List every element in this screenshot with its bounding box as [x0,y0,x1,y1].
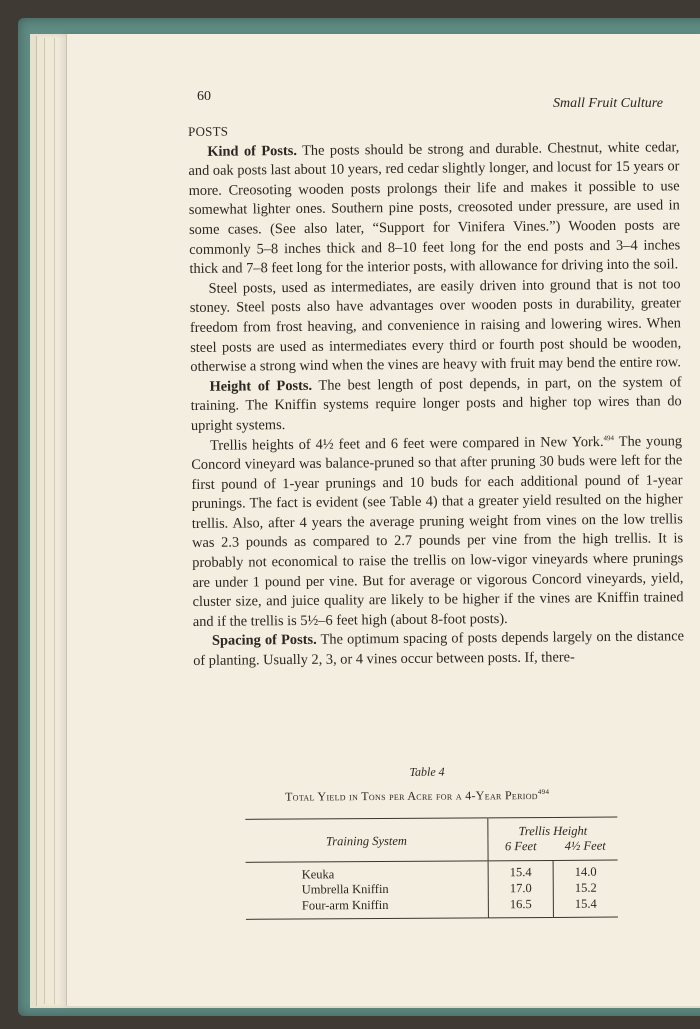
cell-6-feet: 17.0 [488,880,553,896]
paragraph-height-of-posts [190,373,682,436]
run-in-heading: Kind of Posts. [207,142,297,160]
header-4-half-feet: 4½ Feet [564,838,606,853]
run-in-heading: Spacing of Posts. [211,632,317,650]
cell-6-feet: 16.5 [488,896,553,918]
paragraph-kind-of-posts [188,138,680,280]
header-training-system: Training System [245,818,488,862]
cell-system: Umbrella Kniffin [246,880,489,897]
paragraph-spacing-of-posts [193,628,684,672]
paragraph-text: The young Concord vineyard was balance-pruned so that after pruning 30 buds were left for the first pound of 1-year prunings and 10 buds for each additional pound of 1-year prunings. The fact is evident (see Table 4) that a greater yield resulted on the higher trellis. Also, after 4 years the average pruning weight from vines on the low trellis was 2.3 pounds as compared to 2.7 pounds per vine from the high trellis. It is probably not economical to raise the trellis on low-vigor vineyards where prunings are under 1 pound per vine. But for average or vigorous Concord vineyards, yield, cluster size, and juice quality are likely to be higher if the vines are Kniffin trained and if the trellis is 5½–6 feet high (about 8-foot posts). [191,432,684,630]
cell-system: Keuka [246,861,489,882]
paragraph-text: The best length of post depends, in part, on the system of training. The Kniffin systems require longer posts and higher top wires than do upright systems. [190,373,682,434]
table-label: Table 4 [409,764,445,779]
cell-4-half-feet: 15.2 [574,880,597,895]
header-6-feet: 6 Feet [504,839,537,854]
cell-4-half-feet: 15.4 [574,896,597,911]
running-head: Small Fruit Culture [553,96,663,111]
section-heading: POSTS [188,123,229,139]
paragraph-text: The posts should be strong and durable. Chestnut, white cedar, and oak posts last about 10 years, red cedar slightly longer, and locust for 15 years or more. Creosoting wooden posts prolongs their life and makes it possible to use somewhat lighter ones. Southern pine posts, creosoted under pressure, are used in some cases. (See also later, “Support for Vinifera Vines.”) Wooden posts are commonly 5–8 inches thick and 8–10 feet long for the end posts and 3–4 inches thick and 7–8 feet long for the interior posts, with allowance for driving into the soil. [188,138,681,278]
table-caption [217,788,617,805]
yield-table [245,817,618,920]
reference-superscript: 494 [603,433,615,442]
cell-4-half-feet: 14.0 [553,860,618,880]
header-trellis-height: Trellis Height [518,823,588,839]
paragraph-steel-posts: Steel posts, used as intermediates, are easily driven into ground that is not too stoney. Steel posts also have advantages over wooden posts in durability, greater freedom from frost heaving, and convenience in raising and lowering wires. When steel posts are used as intermediates every third or fourth post should be wooden, otherwise a strong wind when the vines are heavy with fruit may bend the entire row. [189,276,682,376]
caption-text: Total Yield in Tons per Acre for a 4-Year Period [285,788,538,804]
body-text [188,117,684,671]
reference-superscript: 494 [537,787,550,797]
cell-system: Four-arm Kniffin [246,896,489,919]
cell-6-feet: 15.4 [488,860,553,880]
run-in-heading: Height of Posts. [209,377,313,395]
table-4 [217,764,618,920]
table-row [246,860,618,882]
paragraph-trellis-heights [191,432,684,633]
table-row [246,896,618,920]
book-page [66,34,700,1006]
paragraph-text: Trellis heights of 4½ feet and 6 feet were compared in New York. [210,433,604,454]
page-number: 60 [197,89,211,104]
paragraph-text: The optimum spacing of posts depends largely on the distance of planting. Usually 2, 3, or 4 vines occur between posts. If, there- [193,628,685,670]
